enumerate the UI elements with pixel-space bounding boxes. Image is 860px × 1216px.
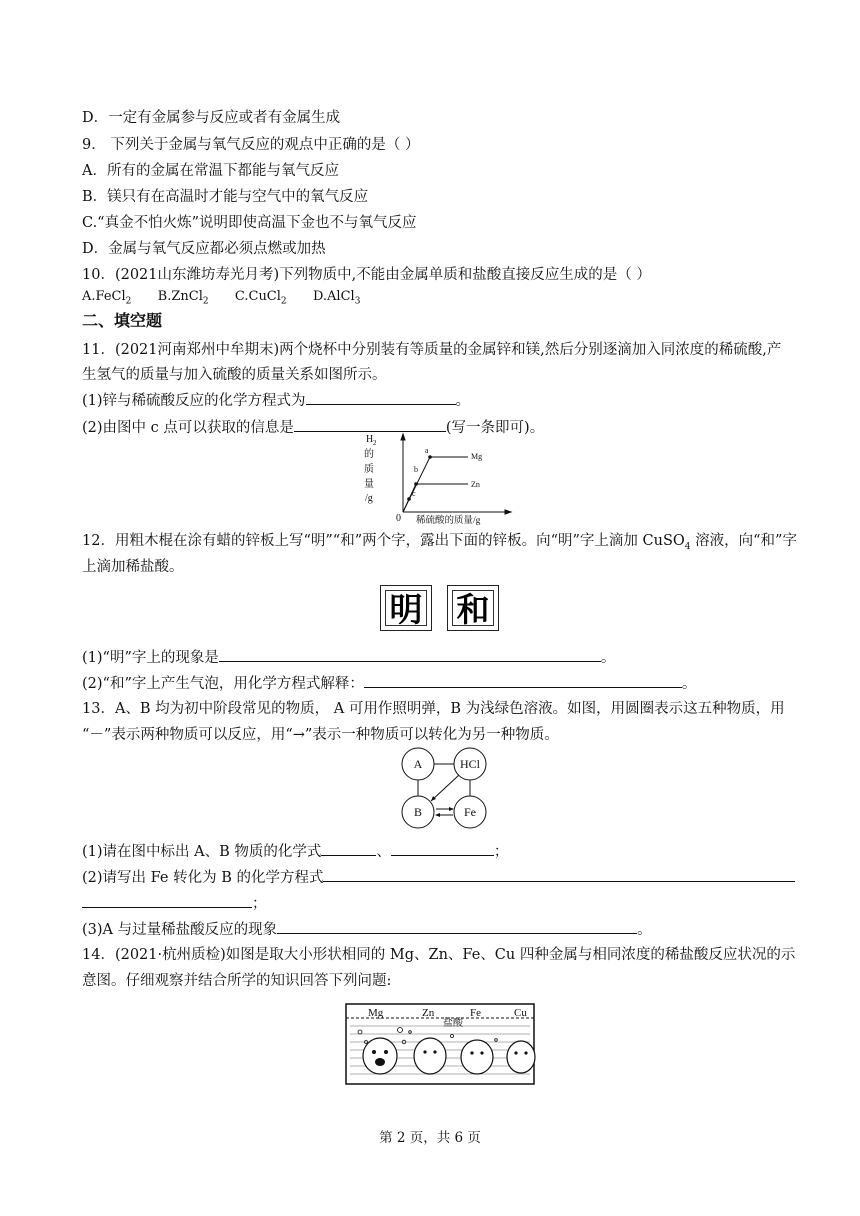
q12-part2: (2)“和”字上产生气泡，用化学方程式解释： 。 bbox=[82, 673, 696, 694]
q12-part1: (1)“明”字上的现象是 。 bbox=[82, 647, 615, 668]
char-he: 和 bbox=[452, 590, 494, 626]
page-footer: 第 2 页，共 6 页 bbox=[379, 1130, 481, 1146]
q12-line1: 12．用粗木棍在涂有蜡的锌板上写“明”“和”两个字，露出下面的锌板。向“明”字上滴加 CuSO$_4$ 溶液，向“和”字 bbox=[82, 533, 797, 552]
q14-beaker-illustration bbox=[340, 1002, 540, 1086]
q8-option-d: D．一定有金属参与反应或者有金属生成 bbox=[82, 110, 341, 126]
q10-option-a: A.FeCl$_2$ bbox=[82, 289, 132, 307]
q14-line2: 意图。仔细观察并结合所学的知识回答下列问题: bbox=[82, 973, 392, 989]
graph-point-c: c bbox=[412, 489, 416, 498]
graph-dot-c bbox=[407, 497, 411, 501]
q11-part2: (2)由图中 c 点可以获取的信息是 (写一条即可)。 bbox=[82, 417, 544, 438]
q12-blank2[interactable] bbox=[364, 673, 682, 688]
q13-blank-b[interactable] bbox=[391, 841, 494, 856]
graph-ylabel-h: H bbox=[366, 434, 374, 445]
graph-origin: 0 bbox=[396, 513, 401, 524]
arrowhead-fe-b bbox=[435, 813, 440, 817]
metal-zn-figure bbox=[414, 1038, 446, 1074]
q13-part2: (2)请写出 Fe 转化为 B 的化学方程式 bbox=[82, 867, 795, 888]
metal-mg-figure bbox=[363, 1038, 397, 1074]
q9-option-b: B．镁只有在高温时才能与空气中的氧气反应 bbox=[82, 189, 369, 205]
q13-blank-eq[interactable] bbox=[323, 867, 795, 882]
arrowhead-b-fe bbox=[449, 807, 454, 811]
q9-option-c: C.“真金不怕火炼”说明即使高温下金也不与氧气反应 bbox=[82, 215, 417, 231]
q14-line1: 14．(2021·杭州质检)如图是取大小形状相同的 Mg、Zn、Fe、Cu 四种金属与相同浓度的稀盐酸反应状况的示 bbox=[82, 947, 796, 963]
beaker-label-zn: Zn bbox=[422, 1007, 435, 1019]
arrow-hcl-b bbox=[431, 775, 459, 801]
q13-part2-cont: ； bbox=[82, 893, 267, 914]
graph-y-arrow bbox=[401, 434, 405, 440]
graph-ylabel-sub: 2 bbox=[373, 439, 377, 447]
q10-option-c: C.CuCl$_2$ bbox=[234, 289, 287, 307]
metal-fe-figure bbox=[461, 1040, 493, 1074]
graph-ylabel-liang: 量 bbox=[364, 479, 374, 490]
node-a-label: A bbox=[413, 757, 423, 771]
q13-part1: (1)请在图中标出 A、B 物质的化学式 、 ； bbox=[82, 841, 508, 862]
beaker-label-cu: Cu bbox=[514, 1007, 527, 1019]
q9-option-a: A．所有的金属在常温下都能与氧气反应 bbox=[82, 163, 339, 179]
node-fe-label: Fe bbox=[464, 805, 476, 819]
graph-ylabel-zhi: 质 bbox=[364, 464, 374, 475]
q10-stem: 10．(2021山东潍坊寿光月考)下列物质中,不能由金属单质和盐酸直接反应生成的是（ ） bbox=[82, 267, 651, 283]
beaker-label-acid: 盐酸 bbox=[443, 1018, 463, 1029]
q13-blank-phenomenon[interactable] bbox=[277, 919, 637, 934]
char-ming: 明 bbox=[385, 590, 427, 626]
graph-dot-a bbox=[428, 455, 432, 459]
node-hcl-label: HCl bbox=[459, 757, 481, 771]
metal-cu-figure bbox=[507, 1041, 535, 1073]
graph-ylabel-unit: /g bbox=[365, 493, 373, 504]
q9-stem: 9． 下列关于金属与氧气反应的观点中正确的是（ ） bbox=[82, 137, 420, 153]
graph-series-zn: Zn bbox=[471, 480, 480, 489]
graph-dot-b bbox=[414, 482, 418, 486]
section-title: 二、填空题 bbox=[82, 311, 163, 330]
node-b-label: B bbox=[413, 805, 423, 819]
q11-line2: 生氢气的质量与加入硫酸的质量关系如图所示。 bbox=[82, 367, 387, 383]
q11-hydrogen-graph bbox=[358, 432, 518, 528]
graph-x-arrow bbox=[505, 510, 511, 514]
q13-line2: “－”表示两种物质可以反应，用“→”表示一种物质可以转化为另一种物质。 bbox=[82, 727, 559, 743]
q12-blank1[interactable] bbox=[219, 647, 601, 662]
beaker-label-fe: Fe bbox=[470, 1007, 481, 1019]
q11-line1: 11．(2021河南郑州中牟期末)两个烧杯中分别装有等质量的金属锌和镁,然后分别逐滴加入同浓度的稀硫酸,产 bbox=[82, 342, 782, 358]
q11-part1: (1)锌与稀硫酸反应的化学方程式为 。 bbox=[82, 390, 470, 411]
q12-line2: 上滴加稀盐酸。 bbox=[82, 559, 184, 575]
graph-series-mg: Mg bbox=[471, 452, 483, 461]
graph-ylabel-de: 的 bbox=[364, 449, 374, 460]
q13-part3: (3)A 与过量稀盐酸反应的现象 。 bbox=[82, 919, 652, 940]
q13-relation-diagram bbox=[396, 746, 496, 830]
q11-blank1[interactable] bbox=[306, 390, 456, 405]
graph-point-b: b bbox=[414, 465, 418, 474]
graph-xlabel: 稀硫酸的质量/g bbox=[416, 516, 481, 526]
beaker-label-mg: Mg bbox=[368, 1007, 384, 1019]
q10-option-d: D.AlCl$_3$ bbox=[312, 289, 361, 307]
zinc-plate-he bbox=[447, 585, 499, 631]
zinc-plate-ming bbox=[380, 585, 432, 631]
q13-blank-eq-cont[interactable] bbox=[82, 893, 252, 908]
q9-option-d: D．金属与氧气反应都必须点燃或加热 bbox=[82, 241, 326, 257]
q10-options bbox=[82, 287, 360, 312]
q13-blank-a[interactable] bbox=[321, 841, 376, 856]
q10-option-b: B.ZnCl$_2$ bbox=[157, 289, 209, 307]
q11-blank2[interactable] bbox=[294, 417, 446, 432]
graph-point-a: a bbox=[425, 446, 429, 455]
q13-line1: 13．A、B 均为初中阶段常见的物质， A 可用作照明弹，B 为浅绿色溶液。如图，用圆圈表示这五种物质，用 bbox=[82, 701, 785, 717]
